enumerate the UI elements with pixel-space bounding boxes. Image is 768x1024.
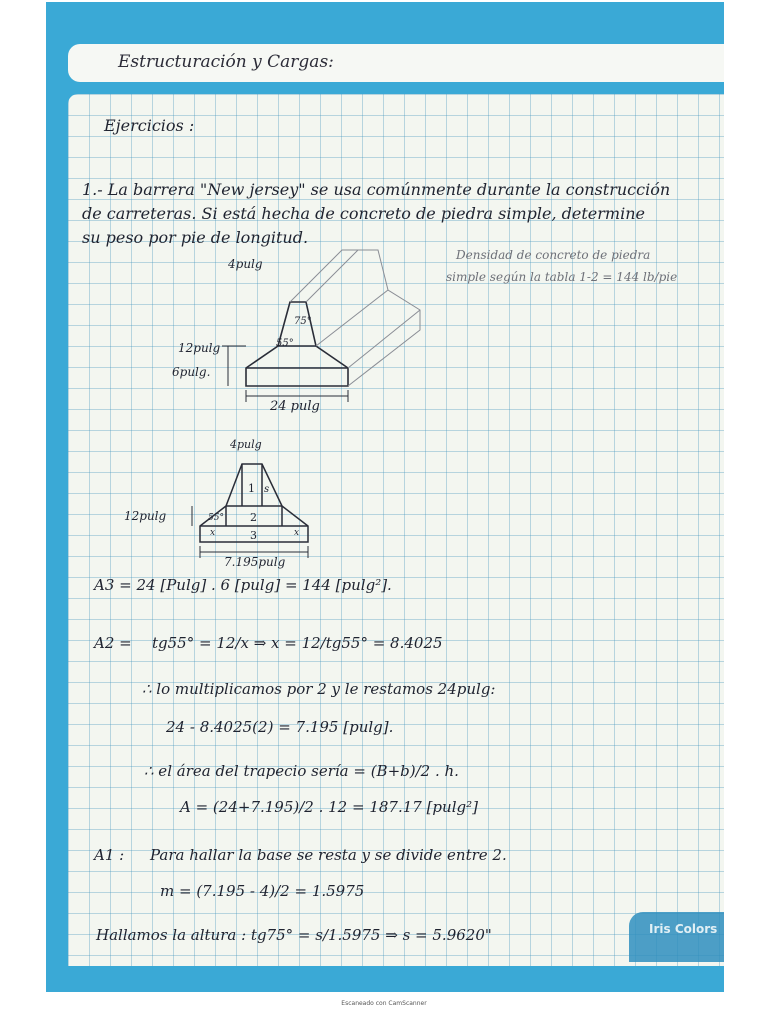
calc-a2-sub: 24 - 8.4025(2) = 7.195 [pulg]. (166, 718, 394, 736)
fig1-base-label: 24 pulg (270, 399, 320, 414)
fig1-height-6: 6pulg. (172, 365, 211, 379)
barrier-section-figure (118, 430, 368, 570)
fig2-height-label: 12pulg (124, 509, 167, 523)
notebook-brand-logo (629, 912, 724, 962)
section-title: Ejercicios : (104, 116, 195, 135)
calc-a2-note: ∴ lo multiplicamos por 2 y le restamos 24pulg: (142, 680, 496, 698)
barrier-3d-figure (158, 246, 438, 416)
density-note-line-1: Densidad de concreto de piedra (456, 248, 651, 262)
calc-a1-note: Para hallar la base se resta y se divide entre 2. (150, 846, 507, 864)
fig2-x-right: x (294, 528, 300, 538)
fig1-angle-75: 75° (294, 316, 312, 327)
fig2-angle-label: 55° (208, 513, 224, 523)
problem-line-3: su peso por pie de longitud. (82, 228, 309, 247)
fig2-s-label: s (264, 484, 270, 495)
brand-text: Iris Colors (649, 922, 718, 936)
grid-sheet (68, 94, 724, 966)
density-note-line-2: simple según la tabla 1-2 = 144 lb/pie (446, 270, 678, 284)
problem-line-1: 1.- La barrera "New jersey" se usa comúnmente durante la construcción (82, 180, 671, 199)
calc-a1-m: m = (7.195 - 4)/2 = 1.5975 (160, 882, 365, 900)
calc-a3: A3 = 24 [Pulg] . 6 [pulg] = 144 [pulg²]. (94, 576, 392, 594)
page-header (68, 44, 724, 82)
calc-a2-trap: ∴ el área del trapecio sería = (B+b)/2 . h. (144, 762, 459, 780)
fig1-height-12: 12pulg (178, 341, 221, 355)
scanner-footer: Escaneado con CamScanner (341, 1000, 427, 1007)
calc-a2-eq: tg55° = 12/x ⇒ x = 12/tg55° = 8.4025 (152, 634, 443, 652)
fig1-top-label: 4pulg (228, 257, 263, 271)
notebook-page (46, 2, 724, 992)
fig2-region-1: 1 (248, 482, 255, 495)
fig2-region-2: 2 (250, 511, 257, 524)
fig2-region-3: 3 (250, 529, 257, 542)
fig2-base-label: 7.195pulg (224, 555, 286, 569)
calc-a1-label: A1 : (94, 846, 125, 864)
calc-a2-area: A = (24+7.195)/2 . 12 = 187.17 [pulg²] (180, 798, 478, 816)
problem-line-2: de carreteras. Si está hecha de concreto de piedra simple, determine (82, 204, 645, 223)
calc-a2-label: A2 = (94, 634, 132, 652)
fig1-angle-55: 55° (276, 338, 294, 349)
calc-a1-height: Hallamos la altura : tg75° = s/1.5975 ⇒ s = 5.9620" (96, 926, 492, 944)
header-title: Estructuración y Cargas: (118, 52, 334, 72)
fig2-top-label: 4pulg (230, 438, 262, 451)
fig2-x-left: x (210, 528, 216, 538)
